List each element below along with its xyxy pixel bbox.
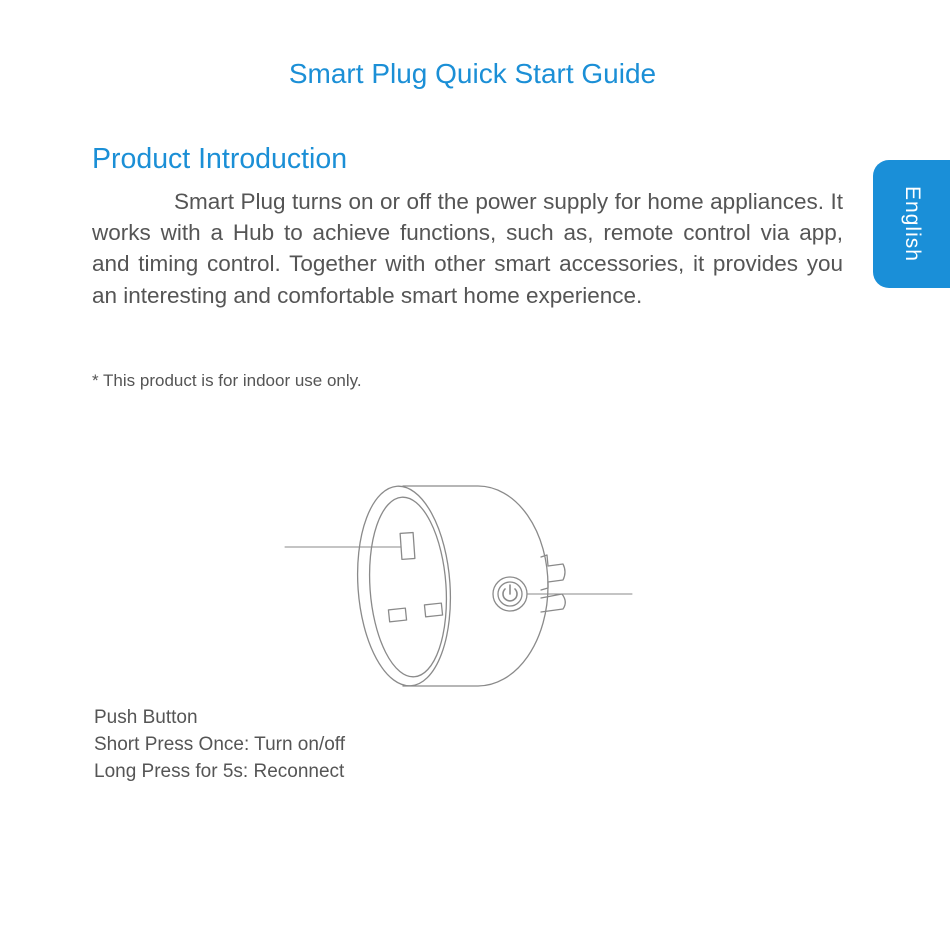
- product-introduction-paragraph: Smart Plug turns on or off the power supply for home appliances. It works with a Hub to achieve functions, such as, remote control via app, and timing control. Together with other smart accessories, it provides you an interesting and comfortable smart home experience.: [92, 189, 843, 308]
- product-introduction-heading: Product Introduction: [92, 143, 348, 175]
- prong-top: [541, 555, 565, 590]
- language-tab-label: English: [900, 186, 924, 262]
- plug-front-face: [351, 483, 457, 689]
- prong-bottom: [541, 594, 565, 612]
- plug-body-outline: [403, 486, 548, 686]
- socket-slot-top: [400, 533, 415, 560]
- long-press-info: Long Press for 5s: Reconnect: [94, 761, 345, 782]
- socket-slot-left: [388, 608, 406, 622]
- socket-slot-right: [424, 603, 442, 617]
- document-title: Smart Plug Quick Start Guide: [288, 58, 657, 89]
- push-button-info: [94, 704, 345, 785]
- indoor-use-note: * This product is for indoor use only.: [92, 371, 362, 390]
- plug-front-face-inner: [364, 495, 452, 680]
- push-button-label: Push Button: [94, 707, 198, 728]
- short-press-info: Short Press Once: Turn on/off: [94, 734, 345, 755]
